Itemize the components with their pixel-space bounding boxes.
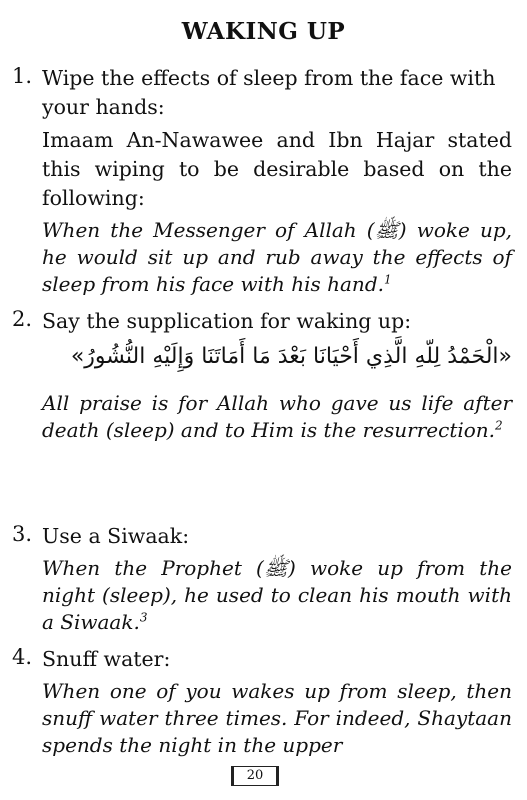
page-number: 20 bbox=[231, 766, 279, 786]
item-number: 2. bbox=[12, 307, 33, 331]
item-heading: Snuff water: bbox=[42, 647, 171, 671]
item-number: 4. bbox=[12, 645, 33, 669]
list-item-supplication bbox=[12, 307, 512, 444]
list-item-wipe-face bbox=[12, 64, 512, 298]
footnote-marker: 3 bbox=[139, 610, 148, 625]
item-note: Imaam An-Nawawee and Ibn Hajar stated this wiping to be desirable based on the following: bbox=[42, 128, 512, 210]
item-number: 1. bbox=[12, 64, 33, 88]
page-title: WAKING UP bbox=[181, 18, 346, 45]
list-item-siwaak bbox=[12, 522, 512, 636]
item-number: 3. bbox=[12, 522, 33, 546]
hadith-quote: When the Messenger of Allah (ﷺ) woke up, he would sit up and rub away the effects of sleep from his face with his hand.$^1$ bbox=[42, 218, 512, 296]
footnote-marker: 1 bbox=[383, 272, 392, 287]
footnote-marker: 2 bbox=[495, 418, 503, 433]
arabic-supplication: «الْحَمْدُ لِلّهِ الَّذِي أَحْيَانَا بَعْدَ مَا أَمَاتَنَا وَإِلَيْهِ النُّشُورُ» bbox=[70, 344, 512, 369]
item-heading: Use a Siwaak: bbox=[42, 524, 190, 548]
supplication-translation: All praise is for Allah who gave us life after death (sleep) and to Him is the resurrection.$^2$ bbox=[42, 391, 512, 442]
item-heading: Wipe the effects of sleep from the face with your hands: bbox=[42, 66, 496, 119]
hadith-quote: When one of you wakes up from sleep, then snuff water three times. For indeed, Shaytaan spends the night in the upper bbox=[42, 679, 512, 757]
hadith-quote: When the Prophet (ﷺ) woke up from the night (sleep), he used to clean his mouth with a Siwaak.$^3$ bbox=[42, 556, 512, 634]
list-item-snuff-water bbox=[12, 645, 512, 759]
item-heading: Say the supplication for waking up: bbox=[42, 309, 412, 333]
